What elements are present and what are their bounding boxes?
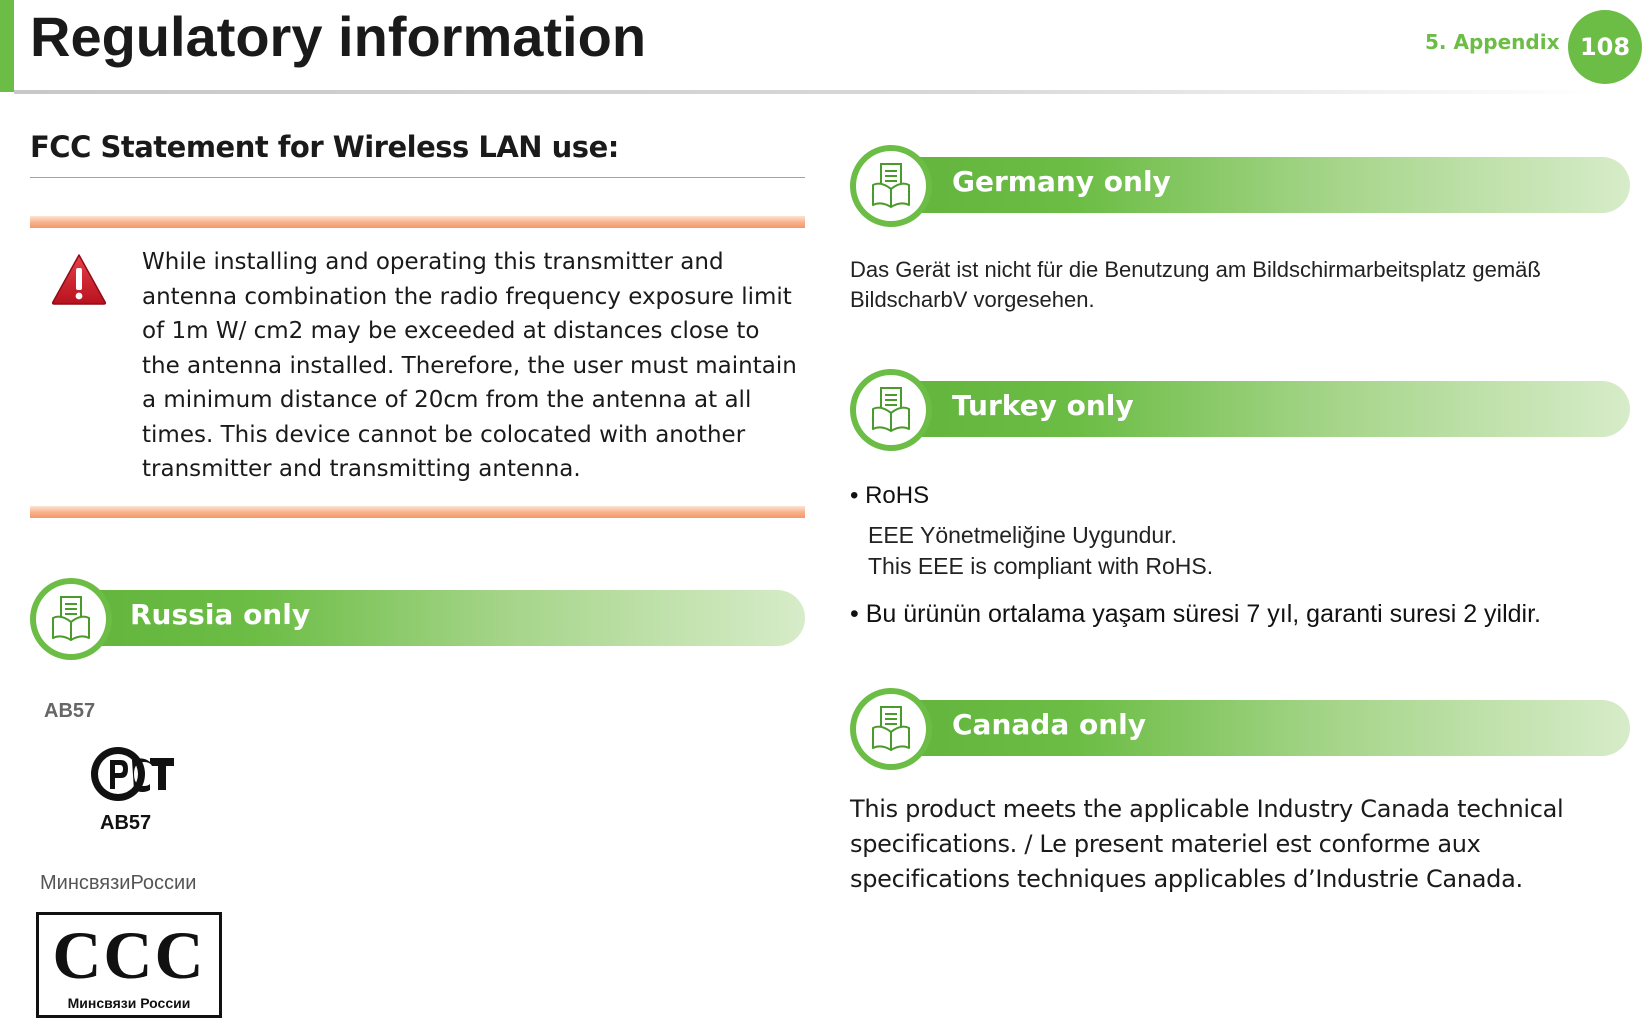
germany-title: Germany only — [952, 165, 1171, 198]
russia-badge — [30, 578, 112, 660]
rohs-line-english: This EEE is compliant with RoHS. — [868, 553, 1214, 579]
open-book-icon — [871, 163, 911, 209]
canada-badge — [850, 688, 932, 770]
open-book-icon — [51, 596, 91, 642]
ccc-ministry-caption: Минсвязи России — [67, 995, 191, 1011]
canada-text: This product meets the applicable Industry Canada technical specifications. / Le present materiel est conforme aux specifications techniques applicables d’Industrie Canada. — [850, 795, 1564, 893]
header-accent-bar — [0, 0, 14, 92]
turkey-title: Turkey only — [952, 389, 1134, 422]
warning-triangle-icon — [50, 252, 108, 310]
turkey-badge — [850, 369, 932, 451]
germany-text: Das Gerät ist nicht für die Benutzung am Bildschirmarbeitsplatz gemäß BildscharbV vorgesehen. — [850, 257, 1541, 312]
rohs-line-turkish: EEE Yönetmeliğine Uygundur. — [868, 522, 1177, 548]
open-book-icon — [871, 706, 911, 752]
open-book-icon — [871, 387, 911, 433]
product-lifetime-text: • Bu ürünün ortalama yaşam süresi 7 yıl, garanti suresi 2 yildir. — [850, 600, 1542, 628]
canada-title: Canada only — [952, 708, 1146, 741]
fcc-warning-text: While installing and operating this transmitter and antenna combination the radio frequency exposure limit of 1m W/ cm2 may be exceeded at distances close to the antenna installed. Therefore, the user must maintain a minimum distance of 20cm from the antenna at all times. This device cannot be colocated with another transmitter and transmitting antenna. — [142, 249, 797, 482]
warning-bottom-bar — [30, 506, 805, 518]
ccc-letters: CCC — [52, 917, 206, 993]
russia-title: Russia only — [130, 598, 311, 631]
certification-code-small: AB57 — [44, 700, 96, 722]
header-divider — [14, 90, 1604, 94]
fcc-heading: FCC Statement for Wireless LAN use: — [30, 130, 619, 164]
certification-code-caption: AB57 — [100, 812, 152, 834]
pct-certification-mark — [88, 742, 174, 812]
page-title: Regulatory information — [30, 5, 647, 68]
ministry-label: МинсвязиРоссии — [40, 872, 197, 894]
ccc-certification-mark — [36, 912, 222, 1018]
fcc-heading-rule — [30, 177, 805, 178]
rohs-bullet: • RoHS — [850, 482, 930, 509]
germany-badge — [850, 145, 932, 227]
page-number-badge: 108 — [1568, 10, 1642, 84]
warning-top-bar — [30, 216, 805, 228]
section-label[interactable]: 5. Appendix — [1425, 30, 1560, 54]
